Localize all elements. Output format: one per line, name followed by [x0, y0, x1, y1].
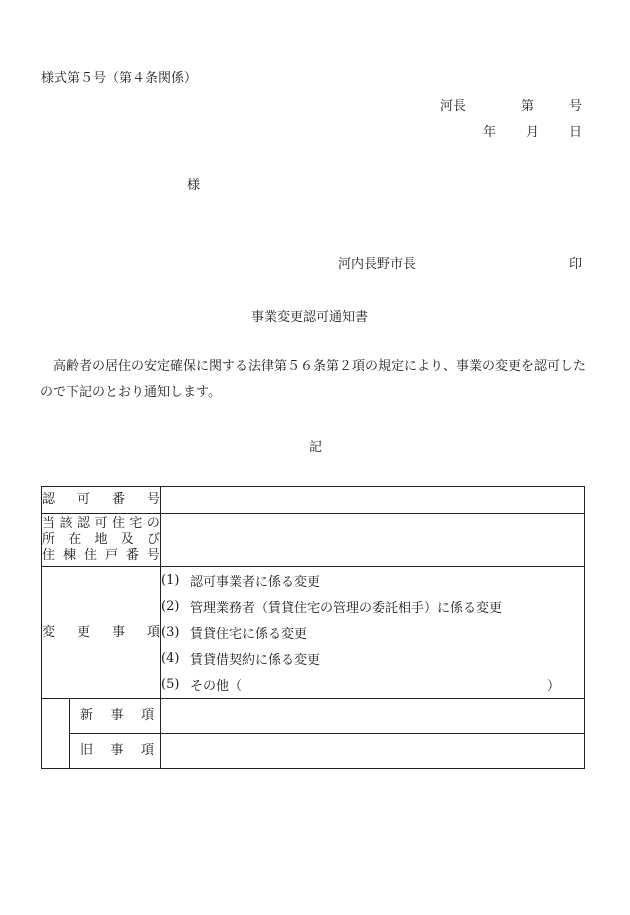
doc-dai: 第	[520, 99, 534, 114]
date-month: 月	[525, 125, 539, 140]
form-table	[41, 486, 585, 769]
approval-number-label: 認 可 番 号	[42, 487, 161, 514]
indent-cell	[42, 699, 70, 769]
location-label: 当 該 認 可 住 宅 の 所 在 地 及 び 住 棟 住 戸 番 号	[42, 514, 161, 567]
change-items-label: 変 更 事 項	[42, 567, 161, 699]
change-item-2[interactable]: (2) 管理業務者（賃貸住宅の管理の委託相手）に係る変更	[161, 599, 503, 616]
doc-prefix: 河長	[440, 99, 467, 114]
approval-number-value[interactable]	[161, 487, 585, 514]
row-location	[42, 514, 585, 567]
body-paragraph: 高齢者の居住の安定確保に関する法律第５６条第２項の規定により、事業の変更を認可したので下記のとおり通知します。	[40, 359, 587, 400]
row-change-items	[42, 567, 585, 699]
location-value[interactable]	[161, 514, 585, 567]
document-title: 事業変更認可通知書	[251, 310, 369, 325]
change-item-3[interactable]: (3) 賃貸住宅に係る変更	[161, 625, 308, 642]
doc-go: 号	[568, 99, 582, 114]
issuer-name: 河内長野市長	[338, 257, 417, 272]
date-line	[483, 126, 582, 139]
new-items-value[interactable]	[161, 699, 585, 734]
ki-heading: 記	[309, 440, 323, 455]
row-old-items	[42, 734, 585, 769]
date-day: 日	[568, 125, 582, 140]
change-item-5[interactable]: (5) その他（ ）	[161, 677, 560, 694]
document-number-line	[440, 100, 582, 113]
old-items-value[interactable]	[161, 734, 585, 769]
addressee-suffix: 様	[187, 178, 201, 193]
row-approval-number	[42, 487, 585, 514]
change-items-list	[161, 567, 585, 699]
row-new-items	[42, 699, 585, 734]
seal-mark: 印	[569, 257, 583, 272]
form-number: 様式第５号（第４条関係）	[41, 71, 198, 86]
change-item-4[interactable]: (4) 賃貸借契約に係る変更	[161, 651, 321, 668]
old-items-label: 旧 事 項	[70, 734, 161, 769]
date-year: 年	[483, 125, 497, 140]
change-item-1[interactable]: (1) 認可事業者に係る変更	[161, 573, 321, 590]
new-items-label: 新 事 項	[70, 699, 161, 734]
